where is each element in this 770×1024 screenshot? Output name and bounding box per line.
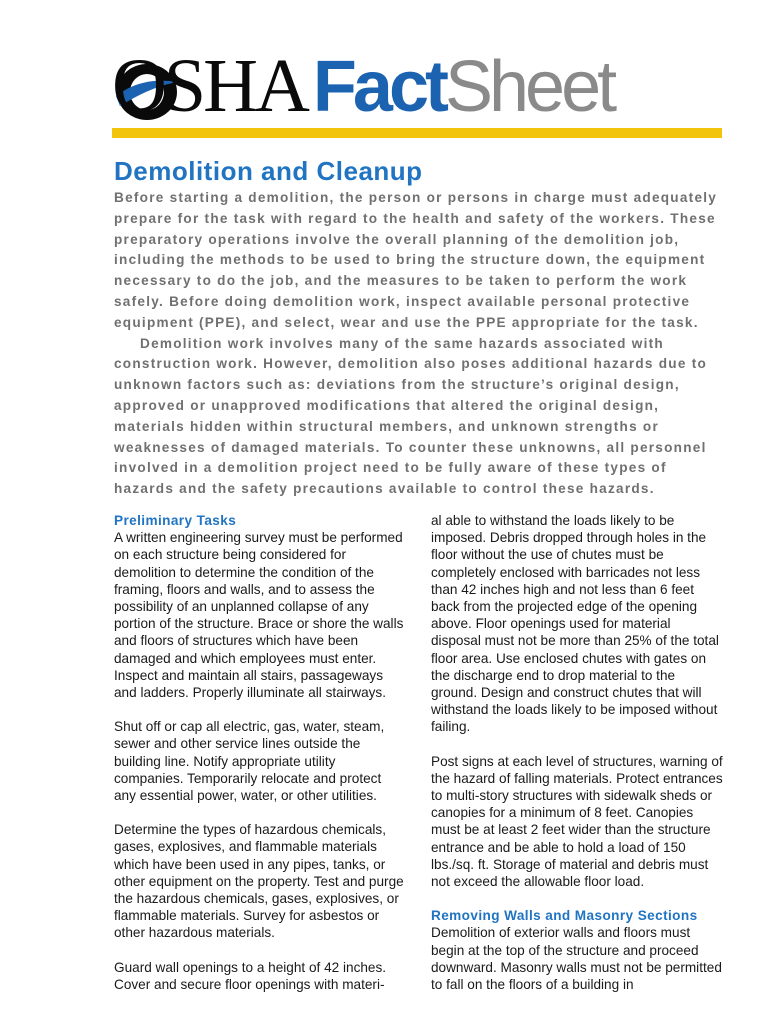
removing-walls-heading: Removing Walls and Masonry Sections [431, 908, 698, 924]
logo-fact-text: Fact [312, 47, 445, 127]
page-title: Demolition and Cleanup [114, 156, 423, 186]
logo-osha-text: OSHA [112, 44, 307, 128]
left-paragraph-3: Determine the types of hazardous chemicals, gases, explosives, and flammable materials which have been used in any pipes, tanks, or other equipment on the property. Test and purge the hazardous chemicals, gases, explosives, or flammable materials. Survey for asbestos or other hazardous materials. [114, 822, 404, 941]
right-paragraph-3: Demolition of exterior walls and floors must begin at the top of the structure and proceed downward. Masonry walls must not be permitted to fall on the floors of a building in [431, 925, 722, 993]
yellow-rule [112, 128, 722, 138]
preliminary-tasks-heading: Preliminary Tasks [114, 513, 237, 528]
osha-fact-sheet-logo [112, 46, 613, 126]
intro-section [114, 188, 726, 500]
intro-paragraph-2: Demolition work involves many of the same hazards associated with construction work. However, demolition also poses additional hazards due to unknown factors such as: deviations from the structure’s original design, approved or unapproved modifications that altered the original design, materials hidden within structural members, and unknown strengths or weaknesses of damaged materials. To counter these unknowns, all personnel involved in a demolition project need to be fully aware of these types of hazards and the safety precautions available to control these hazards. [114, 335, 708, 497]
left-paragraph-4: Guard wall openings to a height of 42 inches. Cover and secure floor openings with materi- [114, 959, 387, 992]
right-paragraph-1: al able to withstand the loads likely to be imposed. Debris dropped through holes in the floor without the use of chutes must be completely enclosed with barricades not less than 42 inches high and not less than 6 feet back from the projected edge of the opening above. Floor openings used for material disposal must not be more than 25% of the total floor area. Use enclosed chutes with gates on the discharge end to drop material to the ground. Design and construct chutes that will withstand the loads likely to be imposed without failing. [431, 513, 719, 735]
left-column [114, 512, 406, 1010]
right-paragraph-2: Post signs at each level of structures, warning of the hazard of falling materials. Protect entrances to multi-story structures with sidewalk sheds or canopies for a minimum of 8 feet. Canopies must be at least 2 feet wider than the structure entrance and be able to hold a load of 150 lbs./sq. ft. Storage of material and debris must not exceed the allowable floor load. [431, 753, 723, 890]
masthead [112, 42, 722, 138]
intro-paragraph-1: Before starting a demolition, the person or persons in charge must adequately prepare for the task with regard to the health and safety of the workers. These preparatory operations involve the overall planning of the demolition job, including the methods to be used to bring the structure down, the equipment necessary to do the job, and the measures to be taken to perform the work safely. Before doing demolition work, inspect available personal protective equipment (PPE), and select, wear and use the PPE appropriate for the task. [114, 190, 718, 330]
logo-sheet-text: Sheet [444, 47, 614, 127]
right-column [431, 512, 723, 1010]
left-paragraph-1: A written engineering survey must be performed on each structure being considered for demolition to determine the condition of the framing, floors and walls, and to assess the possibility of an unplanned collapse of any portion of the structure. Brace or shore the walls and floors of structures which have been damaged and which employees must enter. Inspect and maintain all stairs, passageways and ladders. Properly illuminate all stairways. [114, 530, 404, 701]
left-paragraph-2: Shut off or cap all electric, gas, water, steam, sewer and other service lines outside the building line. Notify appropriate utility companies. Temporarily relocate and protect any essential power, water, or other utilities. [114, 719, 385, 804]
